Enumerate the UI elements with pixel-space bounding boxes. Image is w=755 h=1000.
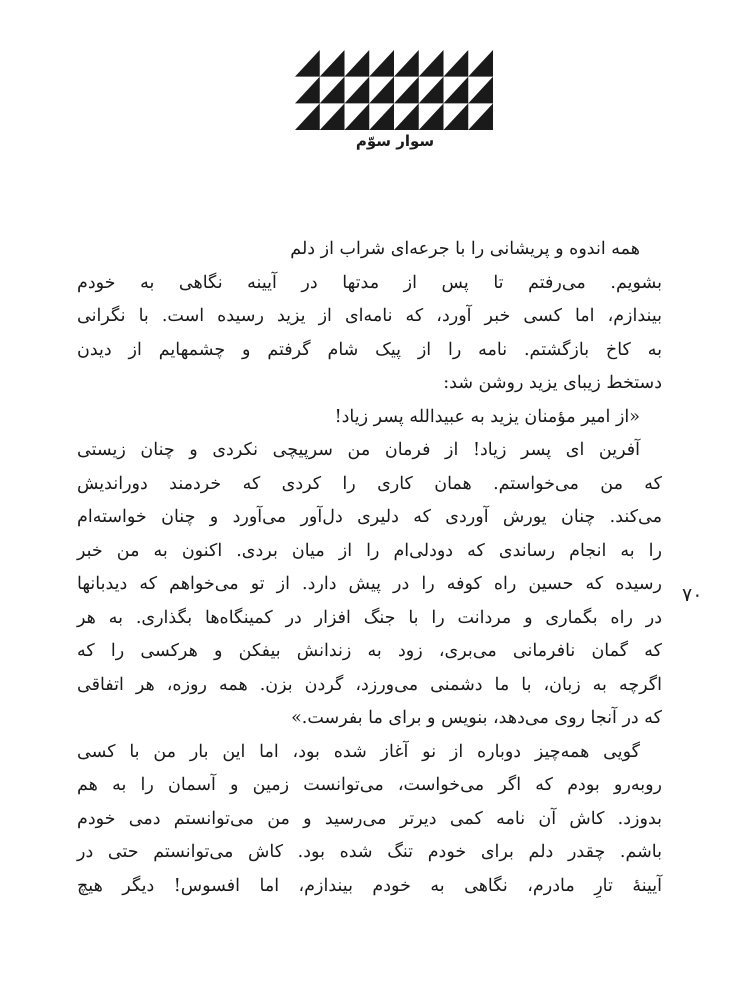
text-line: اگرچه به زبان، با ما دشمنی می‌ورزد، گردن بزن. همه روزه، هر اتفاقی (77, 674, 662, 695)
ornament-triangle (468, 50, 493, 77)
ornament-triangle (295, 50, 320, 77)
text-line: می‌کند. چنان یورش آوردی که دلیری دل‌آور می‌آورد و چنان خواسته‌ام (77, 507, 662, 527)
ornament-triangle (468, 103, 493, 130)
text-line: را به انجام رساندی که دودلی‌ام را از میان بردی. اکنون به من خبر (77, 540, 662, 561)
ornament-triangle (419, 77, 444, 104)
ornament-triangle (345, 103, 370, 130)
ornament-triangle (394, 50, 419, 77)
ornament-triangle (444, 50, 469, 77)
text-line: در راه بگماری و مردانت را با جنگ افزار در کمینگاه‌ها بگذاری. به هر (77, 607, 662, 628)
ornament-triangle (394, 103, 419, 130)
ornament-triangle (468, 77, 493, 104)
body-text (77, 233, 662, 903)
ornament-triangle (369, 103, 394, 130)
ornament-triangle (419, 103, 444, 130)
text-line: آفرین ای پسر زیاد! از فرمان من سرپیچی نکردی و چنان زیستی (77, 440, 640, 460)
text-line: «از امیر مؤمنان یزید به عبیدالله پسر زیاد! (334, 406, 640, 427)
ornament-triangle (320, 50, 345, 77)
text-line: گویی همه‌چیز دوباره از نو آغاز شده بود، اما این بار من با کسی (77, 741, 640, 762)
ornament-triangle (295, 77, 320, 104)
text-line: که گمان نافرمانی می‌بری، زود به زندانش بیفکن و هرکسی را که (77, 641, 662, 661)
ornament-triangle (295, 103, 320, 130)
ornament-triangle (444, 77, 469, 104)
text-line: همه اندوه و پریشانی را با جرعه‌ای شراب از دلم (290, 239, 640, 259)
text-line: رسیده که حسین راه کوفه را در پیش دارد. از تو می‌خواهم که دیدبانها (77, 574, 662, 594)
ornament-triangle (320, 77, 345, 104)
ornament-triangle (345, 77, 370, 104)
ornament-triangle (444, 103, 469, 130)
ornament-triangle (369, 50, 394, 77)
text-line: که در آنجا روی می‌دهد، بنویس و برای ما بفرست.» (291, 708, 662, 728)
text-line: آیینهٔ تارِ مادرم، نگاهی به خودم بیندازم، اما افسوس! دیگر هیچ (77, 875, 662, 896)
ornament-triangle (394, 77, 419, 104)
text-line: روبه‌رو بودم که اگر می‌خواست، می‌توانست زمین و آسمان را به هم (77, 775, 662, 795)
text-line: که من می‌خواستم. همان کاری را کردی که خردمند دوراندیش (77, 473, 662, 494)
ornament-triangle (369, 77, 394, 104)
chapter-title: سوار سوّم (355, 132, 435, 150)
text-line: به کاخ بازگشتم. نامه را از پیک شام گرفتم و چشمهایم از دیدن (77, 339, 662, 360)
ornament-triangle (419, 50, 444, 77)
text-line: دستخط زیبای یزید روشن شد: (443, 373, 662, 393)
ornament-triangle (345, 50, 370, 77)
text-line: بیندازم، اما کسی خبر آورد، که نامه‌ای از یزید رسیده است. با نگرانی (77, 306, 662, 326)
page-number: ۷۰ (682, 584, 703, 606)
text-line: باشم. چقدر دلم برای خودم تنگ شده بود. کاش می‌توانستم حتی در (77, 842, 662, 862)
text-line: بشویم. می‌رفتم تا پس از مدتها در آیینه نگاهی به خودم (77, 272, 662, 293)
ornament-triangle (320, 103, 345, 130)
text-line: بدوزد. کاش آن نامه کمی دیرتر می‌رسید و من می‌توانستم دمی خودم (77, 808, 662, 829)
triangle-ornament (295, 50, 493, 130)
